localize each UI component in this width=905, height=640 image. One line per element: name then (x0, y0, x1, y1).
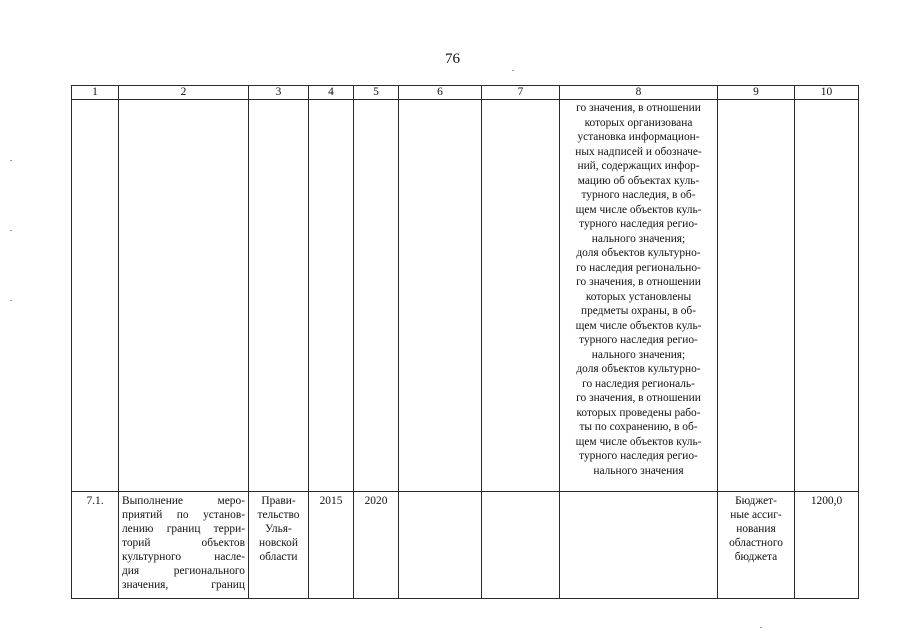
item-description (119, 492, 249, 599)
indicator-line: доля объектов культурно- (576, 247, 701, 259)
item-number: 7.1. (72, 492, 119, 599)
amount: 1200,0 (795, 492, 859, 599)
cell-empty (560, 492, 718, 599)
indicator-line: установка информацион- (577, 131, 700, 143)
indicator-line: нального значения; (591, 232, 686, 245)
indicator-line: мацию об объектах куль- (577, 174, 700, 187)
column-number: 3 (249, 86, 309, 100)
indicator-line: нального значения (593, 464, 684, 477)
indicator-line: го наследия регионально- (576, 261, 701, 274)
cell-empty (482, 492, 560, 599)
funding-line: ные ассиг- (730, 509, 782, 521)
indicator-line: турного наследия, в об- (581, 189, 696, 201)
cell-empty (399, 492, 482, 599)
column-number: 5 (354, 86, 399, 100)
cell-empty (309, 100, 354, 492)
indicator-line: го значения, в отношении (576, 102, 701, 114)
funding-line: Бюджет- (735, 495, 777, 507)
column-number: 9 (718, 86, 795, 100)
scan-speck (10, 160, 12, 161)
cell-empty (399, 100, 482, 492)
indicator-line: предметы охраны, в об- (580, 305, 697, 317)
indicators-cell (560, 100, 718, 492)
column-number: 8 (560, 86, 718, 100)
cell-empty (249, 100, 309, 492)
indicator-line: щем числе объектов куль- (575, 319, 702, 332)
column-number: 2 (119, 86, 249, 100)
cell-empty (72, 100, 119, 492)
indicator-line: ний, содержащих инфор- (577, 160, 700, 172)
cell-empty (482, 100, 560, 492)
description-line: Выполнение меро- (122, 495, 245, 507)
indicator-line: турного наследия регио- (579, 334, 698, 346)
indicator-line: доля объектов культурно- (576, 363, 701, 375)
column-number: 4 (309, 86, 354, 100)
indicator-line: ты по сохранению, в об- (579, 421, 698, 433)
indicator-line: турного наследия регио- (579, 450, 698, 462)
cell-empty (795, 100, 859, 492)
indicator-line: турного наследия регио- (579, 218, 698, 230)
scan-speck (10, 230, 12, 231)
indicator-line: го значения, в отношении (576, 392, 701, 404)
description-line: культурного насле- (122, 551, 245, 563)
indicator-line: го наследия региональ- (582, 377, 695, 390)
funding-line: нования (736, 523, 776, 535)
funding-line: областного (729, 537, 783, 549)
executor-line: тельство (257, 509, 300, 521)
executor-cell (249, 492, 309, 599)
cell-empty (354, 100, 399, 492)
executor-line: новской (259, 537, 298, 549)
cell-empty (119, 100, 249, 492)
indicator-line: ных надписей и обозначе- (575, 145, 702, 158)
funding-line: бюджета (734, 551, 778, 563)
description-line: торий объектов (122, 537, 245, 549)
indicator-line: которых установлены (585, 290, 692, 303)
column-number-row (72, 86, 859, 100)
page-number: 76 (445, 51, 460, 67)
indicator-line: которых организована (584, 116, 693, 129)
description-line: значения, границ (122, 579, 245, 591)
indicator-line: нального значения; (591, 348, 686, 361)
column-number: 1 (72, 86, 119, 100)
executor-line: Прави- (261, 495, 296, 507)
start-year: 2015 (309, 492, 354, 599)
funding-source-cell (718, 492, 795, 599)
program-table (71, 85, 859, 599)
item-row (72, 492, 859, 599)
continuation-row (72, 100, 859, 492)
column-number: 10 (795, 86, 859, 100)
end-year: 2020 (354, 492, 399, 599)
scan-speck (512, 70, 514, 71)
description-line: дия регионального (122, 565, 245, 577)
indicator-line: щем числе объектов куль- (575, 435, 702, 448)
description-line: лению границ терри- (122, 523, 245, 535)
column-number: 6 (399, 86, 482, 100)
indicator-line: щем числе объектов куль- (575, 203, 702, 216)
executor-line: области (259, 551, 298, 563)
cell-empty (718, 100, 795, 492)
executor-line: Улья- (265, 523, 292, 535)
scan-speck (10, 300, 12, 301)
column-number: 7 (482, 86, 560, 100)
indicator-line: го значения, в отношении (576, 276, 701, 288)
description-line: приятий по установ- (122, 509, 245, 521)
indicator-line: которых проведены рабо- (576, 406, 701, 419)
scan-speck (760, 627, 762, 628)
